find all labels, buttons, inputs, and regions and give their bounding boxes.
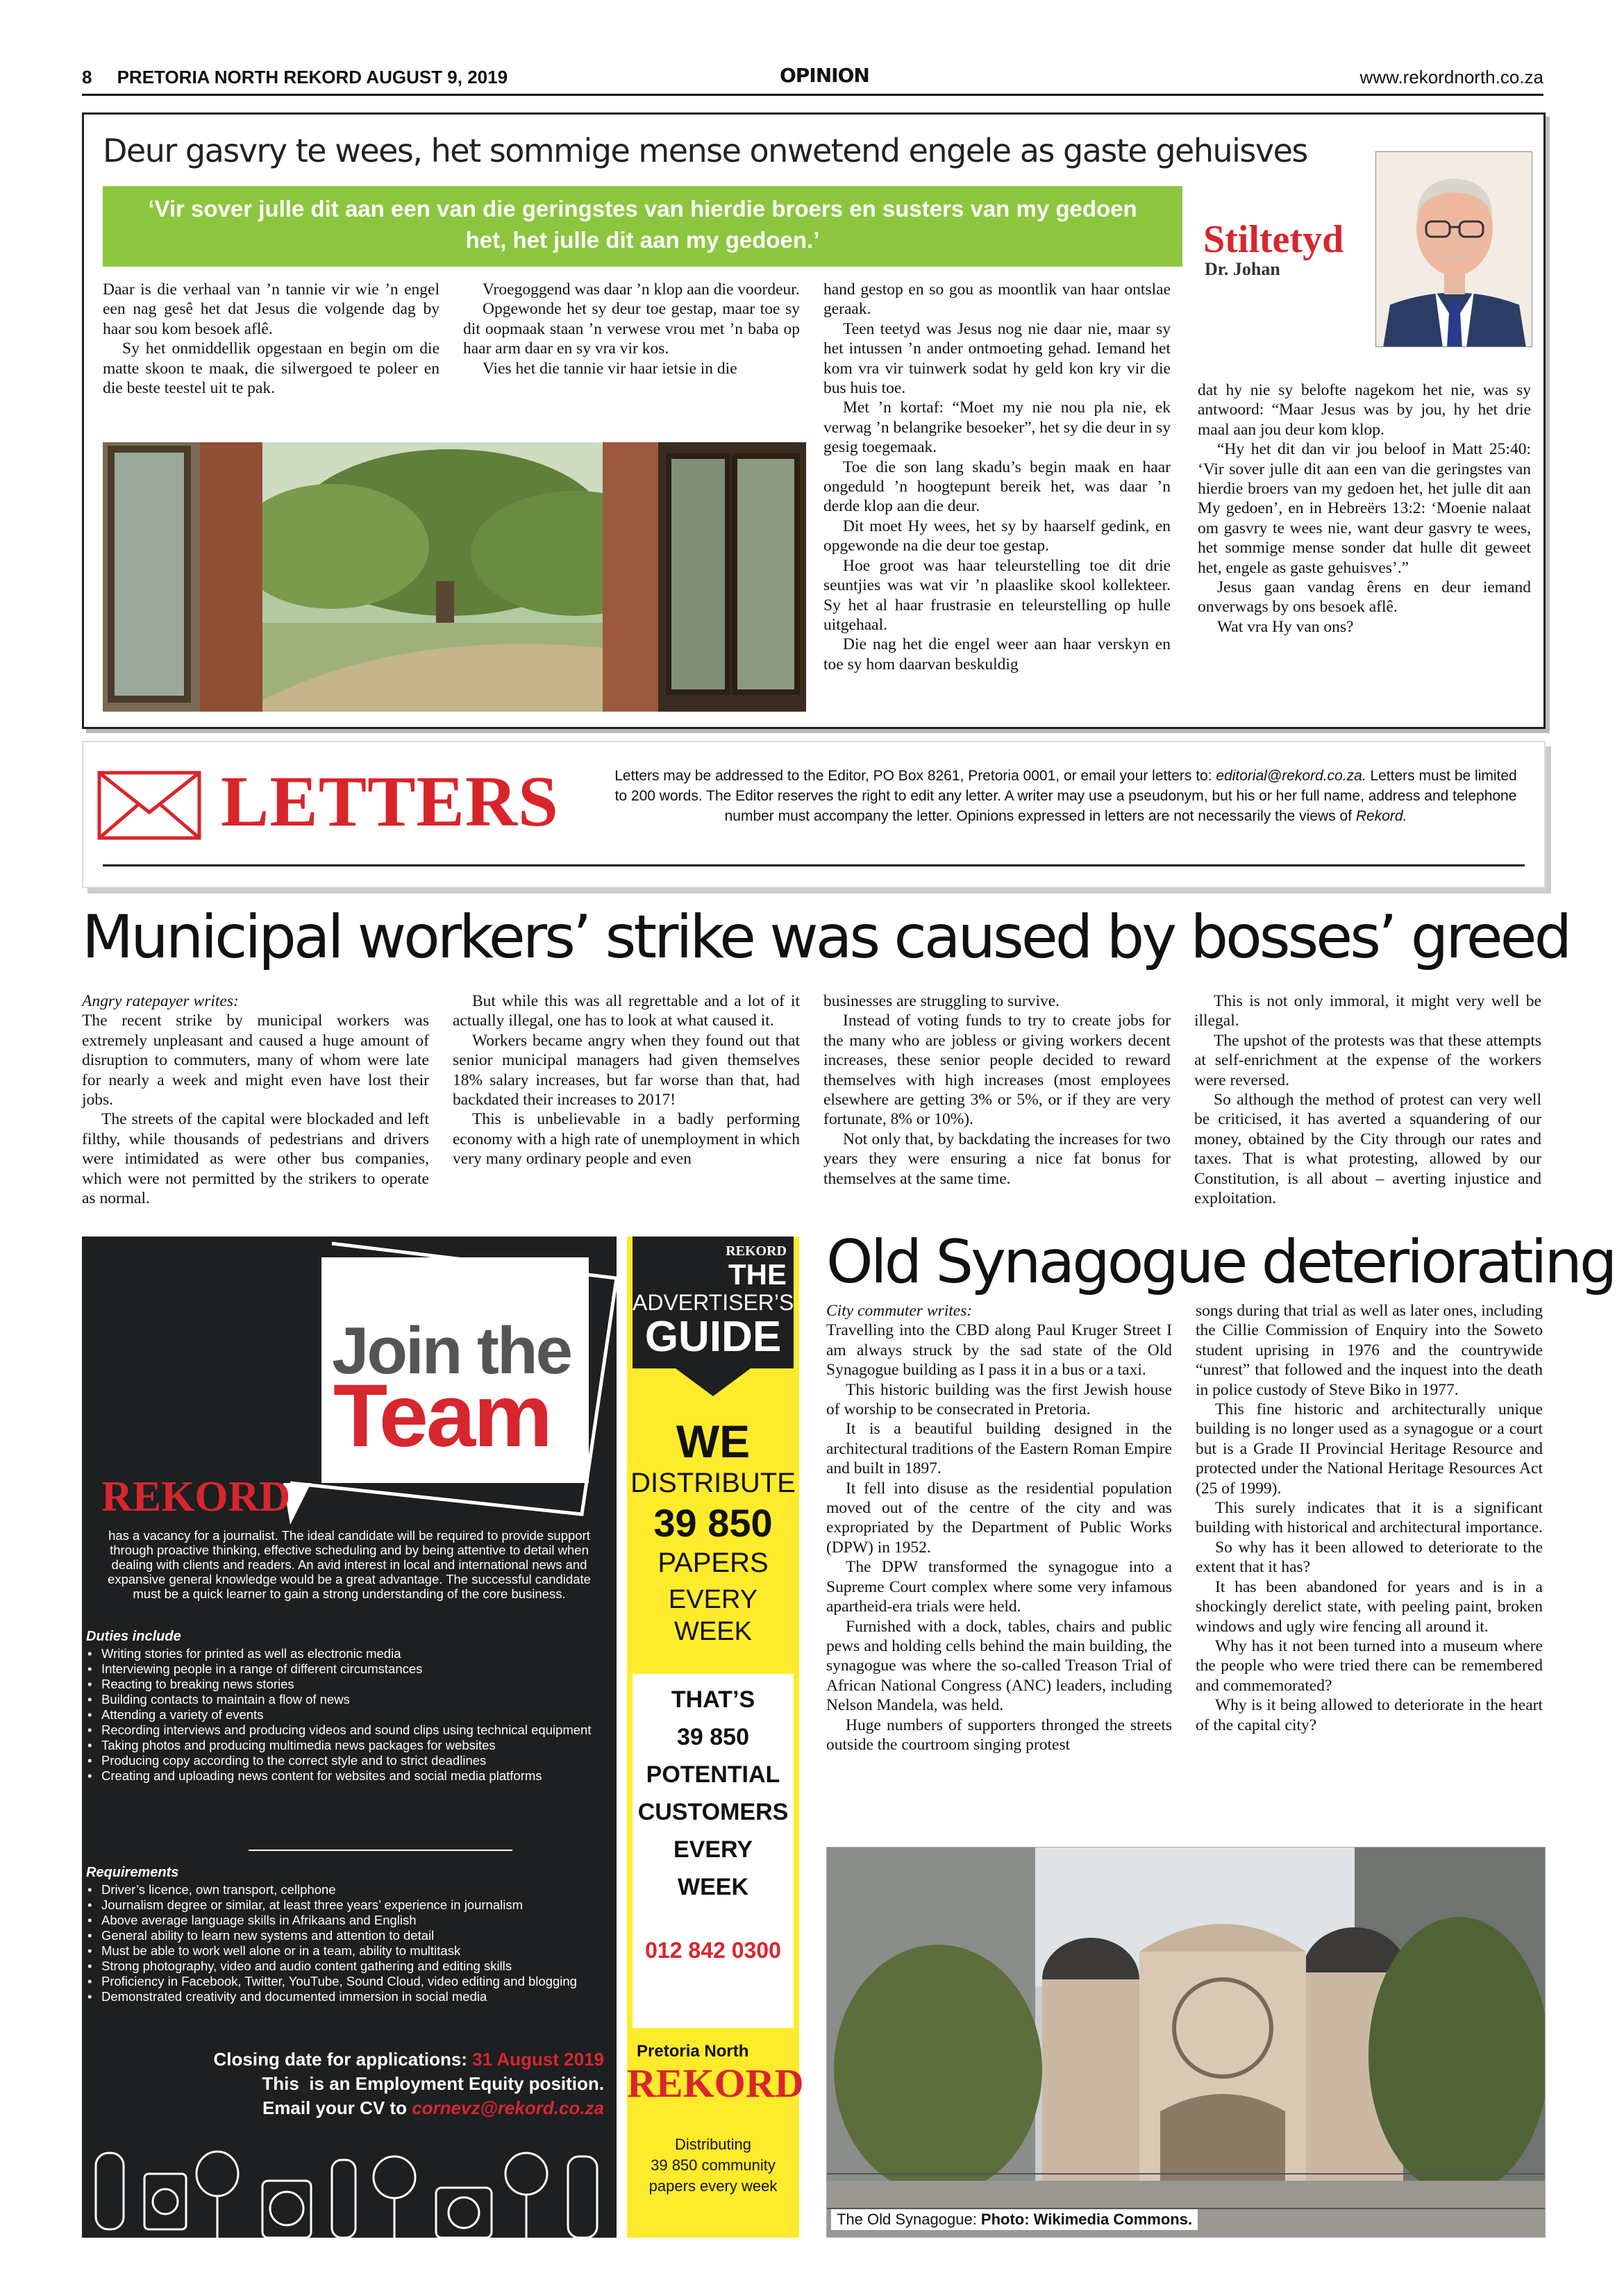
photo-credit: Photo: Wikimedia Commons. [980,2211,1193,2228]
team-heading: Team [333,1366,551,1466]
thats-line: EVERY [673,1836,753,1863]
caption-text: The Old Synagogue: [837,2211,981,2228]
stiltetyd-column-name: Stiltetyd [1203,218,1344,261]
guide-papers: PAPERS [658,1548,769,1578]
photo-caption [831,2209,1198,2230]
page-number-and-paper: 8 PRETORIA NORTH REKORD AUGUST 9, 2019 [82,67,508,87]
pull-quote-banner: ‘Vir sover julle dit aan een van die geringstes van hierdie broers en susters van my gedoen het, het julle dit aan my gedoen.’ [103,186,1182,267]
rekord-logo: REKORD [101,1473,291,1520]
requirement-item: • Proficiency in Facebook, Twitter, YouTube, Sound Cloud, video editing and blogging [86,1974,600,1989]
guide-every-week: EVERY WEEK [668,1585,758,1646]
duties-list [86,1646,600,1784]
letter-1-col-4 [1194,991,1541,1208]
guide-footer [627,2134,799,2197]
letter-1-headline: Municipal workers’ strike was caused by bosses’ greed [82,903,1570,972]
paragraph: Vies het die tannie vir haar ietsie in die [483,359,737,378]
paragraph: Die nag het die engel weer aan haar verskyn en toe sy hom daarvan beskuldig [823,635,1171,673]
paragraph: This fine historic and architecturally unique building is no longer used as a synagogue or a court but is a Grade II Provincial Heritage Resource and protected under the National Heritage Resources Act (25 of 1999). [1196,1400,1543,1498]
paragraph: Not only that, by backdating the increases for two years they were ensuring a nice fat bonus for themselves at the same time. [823,1130,1171,1188]
equity-note: This is an Employment Equity position. [262,2073,604,2094]
paragraph: This historic building was the first Jewish house of worship to be consecrated in Pretoria. [826,1380,1172,1419]
duty-item: • Writing stories for printed as well as electronic media [86,1646,600,1661]
guide-phone[interactable]: 012 842 0300 [645,1938,781,1963]
closing-label: Closing date for applications: [213,2049,473,2070]
paragraph: Dit moet Hy wees, het sy by haarself gedink, en opgewonde na die deur toe gestap. [823,517,1171,555]
rekord-small-logo: REKORD [726,1243,787,1259]
requirements-list [86,1882,600,2004]
guide-advertisers: ADVERTISER’S [633,1290,794,1315]
letters-notice [611,766,1521,826]
paragraph: Instead of voting funds to try to create jobs for the many who are jobless or giving workers decent increases, these senior people decided to reward themselves with high increases (most employees elsewhere are getting 3% or 5%, or if they are very fortunate, 8% or 10%). [823,1012,1171,1129]
paragraph: Why has it not been turned into a museum where the people who were tried there can be remembered and commemorated? [1196,1636,1543,1695]
thats-line: THAT’S [671,1686,755,1713]
pretoria-north-label: Pretoria North [637,2042,749,2061]
requirement-item: • Strong photography, video and audio content gathering and editing skills [86,1959,600,1974]
paragraph: dat hy nie sy belofte nagekom het nie, was sy antwoord: “Maar Jesus was by jou, hy het drie maal aan jou deur kom klop. [1198,381,1531,439]
paragraph: This is unbelievable in a badly performing economy with a high rate of unemployment in which very many ordinary people and even [453,1110,800,1168]
paragraph: businesses are struggling to survive. [823,992,1060,1010]
letter-1-col-2 [453,991,800,1169]
closing-date [214,2049,605,2070]
paragraph: Opgewonde het sy deur toe gestap, maar toe sy dit oopmaak staan ’n verwese vrou met ’n baba op haar arm daar en sy vra vir kos. [463,300,800,358]
paragraph: Travelling into the CBD along Paul Kruger Street I am always struck by the sad state of the Old Synagogue building as I pass it in a bus or a taxi. [826,1321,1172,1380]
author-portrait [1375,151,1532,347]
envelope-icon [97,771,201,840]
rekord-guide-logo: REKORD [627,2061,804,2106]
email-cv [262,2097,604,2119]
letter-1-col-1 [82,991,429,1208]
requirement-item: • Demonstrated creativity and documented immersion in social media [86,1989,600,2004]
paragraph: The upshot of the protests was that these attempts at self-enrichment at the expense of the workers were reversed. [1194,1031,1541,1089]
paragraph: Daar is die verhaal van ’n tannie vir wie ’n engel een nag gesê het dat Jesus die volgende dag by haar sou kom besoek aflê. [103,280,440,338]
letters-title: LETTERS [221,762,559,841]
paragraph: This is not only immoral, it might very well be illegal. [1194,992,1541,1030]
footer-line: 39 850 community [651,2156,776,2174]
divider [249,1850,512,1851]
garden-door-photo [103,442,806,712]
paragraph: It is a beautiful building designed in the architectural traditions of the Eastern Roman Empire and built in 1897. [826,1420,1172,1478]
guide-top-block [633,1237,794,1368]
paragraph: Huge numbers of supporters thronged the streets outside the courtroom singing protest [826,1716,1172,1754]
paragraph: Furnished with a dock, tables, chairs and public pews and holding cells behind the main building, the synagogue was where the so-called Treason Trial of African National Congress (ANC) leaders, including Nelson Mandela, was held. [826,1617,1172,1715]
old-synagogue-photo [826,1847,1546,2238]
paragraph: The DPW transformed the synagogue into a Supreme Court complex where some very infamous apartheid-era trials were held. [826,1558,1172,1616]
paragraph: So why has it been allowed to deteriorate to the extent that it has? [1196,1538,1543,1577]
thats-line: 39 850 [677,1724,749,1750]
duty-item: • Interviewing people in a range of different circumstances [86,1661,600,1677]
stiltetyd-col-3 [823,280,1171,674]
duty-item: • Producing copy according to the correct style and to strict deadlines [86,1753,600,1768]
requirement-item: • Driver’s licence, own transport, cellphone [86,1882,600,1897]
paragraph: Teen teetyd was Jesus nog nie daar nie, maar sy het intussen ’n ander ontmoeting gehad. Iemand het kom vra vir tuinwerk sodat hy geld kon kry vir die bus huis toe. [823,319,1171,398]
byline: City commuter writes: [826,1302,973,1320]
paragraph: The streets of the capital were blockaded and left filthy, while thousands of pedestrians and drivers were intimidated as were other bus companies, which were not permitted by the strikers to operate as normal. [82,1110,429,1208]
duty-item: • Creating and uploading news content for websites and social media platforms [86,1768,600,1784]
requirement-item: • General ability to learn new systems and attention to detail [86,1928,600,1943]
paragraph: This surely indicates that it is a significant building with historical and architectural importance. [1196,1499,1543,1537]
guide-number: 39 850 [653,1501,773,1545]
byline: Angry ratepayer writes: [82,992,239,1010]
cv-email-link[interactable]: cornevz@rekord.co.za [412,2097,604,2118]
paragraph: “Hy het dit dan vir jou beloof in Matt 25:40: ‘Vir sover julle dit aan een van die geringstes van hierdie broers van my gedoen het, het julle dit aan My gedoen’, en in Hebreërs 13:2: ‘Moenie nalaat om gasvry te wees nie, want deur gasvry te wees, het sommige mense sonder dat hulle dit geweet het, engele as gaste gehuisves’.” [1198,440,1531,577]
requirements-title: Requirements [86,1865,179,1880]
paragraph: It has been abandoned for years and is in a shockingly derelict state, with peeling paint, broken windows and ugly wire fencing all around it. [1196,1577,1543,1636]
thats-line: WEEK [678,1874,748,1900]
section-label: OPINION [780,64,869,87]
website-url[interactable]: www.rekordnorth.co.za [1359,67,1543,87]
vacancy-intro: has a vacancy for a journalist. The ideal candidate will be required to provide support through proactive thinking, effective scheduling and by being attentive to detail when dealing with clients and readers. An avid interest in local and international news and expansive general knowledge would be a great advantage. The successful candidate must be a quick learner to gain a strong understanding of the core business. [108,1528,591,1601]
paragraph: Sy het onmiddellik opgestaan en begin om die matte skoon te maak, die silwergoed te poleer en die beste teestel uit te pak. [103,340,440,398]
footer-line: papers every week [648,2177,778,2195]
advertisers-guide-ad [627,1237,804,2238]
stiltetyd-headline: Deur gasvry te wees, het sommige mense onwetend engele as gaste gehuisves [103,132,1307,169]
duty-item: • Reacting to breaking news stories [86,1677,600,1692]
page-header [82,61,1543,96]
paragraph: But while this was all regrettable and a lot of it actually illegal, one has to look at what caused it. [453,992,800,1030]
paragraph: The recent strike by municipal workers was extremely unpleasant and caused a huge amount of disruption to commuters, many of whom were late for nearly a week and might even have lost their jobs. [82,1012,429,1109]
guide-the: THE [728,1258,787,1291]
thats-line: CUSTOMERS [637,1799,789,1825]
stiltetyd-author: Dr. Johan [1205,259,1280,279]
paragraph: Met ’n kortaf: “Moet my nie nou pla nie, ek verwag ’n belangrike besoeker”, het sy die deur in sy gesig toegemaak. [823,399,1171,457]
duty-item: • Recording interviews and producing videos and sound clips using technical equipment [86,1723,600,1738]
letter-1-col-3 [823,991,1171,1189]
join-heading: Join the [332,1314,571,1388]
paragraph: songs during that trial as well as later ones, including the Cillie Commission of Enquiry into the Soweto student uprising in 1976 and the countrywide “unrest” that followed and the inquest into the death in police custody of Steve Biko in 1977. [1196,1302,1543,1399]
paragraph: Why is it being allowed to deteriorate in the heart of the capital city? [1196,1696,1543,1734]
duty-item: • Taking photos and producing multimedia news packages for websites [86,1738,600,1753]
paragraph: So although the method of protest can very well be criticised, it has averted a squandering of our money, obtained by the City through our rates and taxes. That is what protesting, allowed by our Constitution, is all about – averting injustice and exploitation. [1194,1091,1541,1208]
duty-item: • Building contacts to maintain a flow of news [86,1692,600,1707]
guide-distribute: DISTRIBUTE [630,1468,796,1498]
notice-rekord: Rekord. [1355,808,1407,824]
requirement-item: • Above average language skills in Afrikaans and English [86,1913,600,1928]
requirement-item: • Journalism degree or similar, at least three years’ experience in journalism [86,1897,600,1913]
divider [103,864,1525,866]
notice-text: Letters must be limited to 200 words. The Editor reserves the right to edit any letter. A writer may use a pseudonym, but his or her full name, address and telephone number must accompany the letter. Opinions expressed in letters are not necessarily the views of [614,768,1517,824]
guide-white-box [633,1674,794,2028]
join-the-team-ad [82,1237,617,2238]
stiltetyd-col-4 [1198,380,1531,637]
duty-item: • Attending a variety of events [86,1707,600,1723]
thats-line: POTENTIAL [646,1761,780,1788]
letter-2-col-1 [826,1301,1172,1754]
notice-text: Letters may be addressed to the Editor, PO Box 8261, Pretoria 0001, or email your letters to: [614,768,1216,784]
guide-title: GUIDE [644,1313,782,1361]
closing-date-value: 31 August 2019 [472,2049,604,2070]
stiltetyd-col-2 [463,280,800,378]
duties-title: Duties include [86,1629,181,1644]
requirement-item: • Must be able to work well alone or in a team, ability to multitask [86,1943,600,1959]
footer-line: Distributing [674,2136,752,2153]
stiltetyd-col-1 [103,280,440,398]
letter-2-headline: Old Synagogue deteriorating [826,1227,1615,1297]
paragraph: Vroegoggend was daar ’n klop aan die voordeur. [483,280,800,299]
paragraph: Toe die son lang skadu’s begin maak en haar ongeduld ’n hoogtepunt bereik het, was daar ’n derde klop aan die deur. [823,458,1171,516]
paragraph: hand gestop en so gou as moontlik van haar ontslae geraak. [823,280,1171,319]
email-label: Email your CV to [262,2097,412,2118]
paragraph: Workers became angry when they found out that senior municipal managers had given themselves 18% salary increases, but far worse than that, had backdated their increases to 2017! [453,1031,800,1109]
paragraph: It fell into disuse as the residential population moved out of the centre of the city and was expropriated by the Department of Public Works (DPW) in 1952. [826,1479,1172,1557]
editorial-email-link[interactable]: editorial@rekord.co.za. [1216,768,1366,784]
paragraph: Wat vra Hy van ons? [1217,617,1354,636]
media-equipment-illustration [82,2125,617,2238]
letter-2-col-2 [1196,1301,1543,1735]
paragraph: Jesus gaan vandag êrens en deur iemand onverwags by ons besoek aflê. [1198,578,1531,617]
paragraph: Hoe groot was haar teleurstelling toe dit drie seuntjies was wat vir ’n plaaslike skool kollekteer. Sy het al haar frustrasie en teleurstelling op hulle uitgehaal. [823,556,1171,634]
guide-we: WE [676,1416,751,1467]
